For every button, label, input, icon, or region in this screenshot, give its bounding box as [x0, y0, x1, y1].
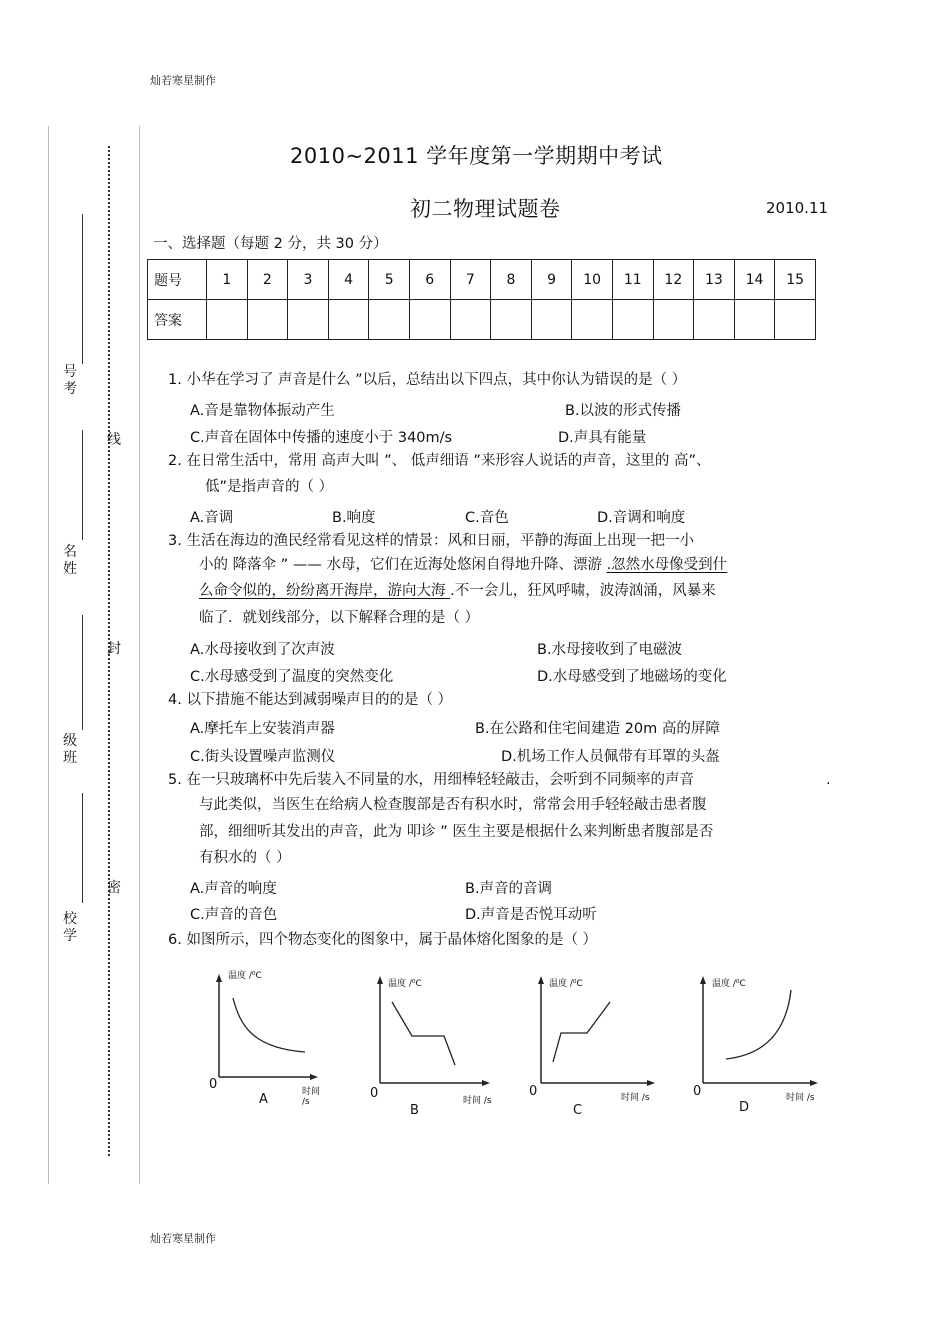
- graph-d-label: D: [739, 1100, 750, 1115]
- q2-stem-line2: 低”是指声音的（ ）: [205, 479, 334, 495]
- table-number: 15: [775, 260, 816, 300]
- answer-cell[interactable]: [409, 300, 450, 340]
- answer-cell[interactable]: [288, 300, 329, 340]
- table-number: 10: [572, 260, 613, 300]
- q4-stem: 4. 以下措施不能达到减弱噪声目的的是（ ）: [168, 692, 453, 708]
- table-answer-label: 答案: [148, 300, 207, 340]
- graph-c-origin: 0: [529, 1084, 538, 1099]
- q4-option-b: B.在公路和住宅间建造 20m 高的屏障: [475, 721, 720, 737]
- field-line-4: [82, 793, 83, 903]
- graph-a-label: A: [259, 1092, 268, 1107]
- q3-option-c: C.水母感受到了温度的突然变化: [190, 669, 394, 685]
- graph-d-origin: 0: [693, 1084, 702, 1099]
- seal-char-seal: 封: [107, 641, 121, 657]
- graph-d-ylabel: 温度 /⁰C: [712, 979, 746, 989]
- field-exam-number-label: 号考: [63, 364, 77, 397]
- q3-option-a: A.水母接收到了次声波: [190, 642, 335, 658]
- answer-cell[interactable]: [653, 300, 694, 340]
- field-class-label: 级班: [63, 733, 77, 766]
- graph-a-ylabel: 温度 /⁰C: [228, 971, 262, 981]
- q3-option-d: D.水母感受到了地磁场的变化: [537, 669, 727, 685]
- q4-option-d: D.机场工作人员佩带有耳罩的头盔: [501, 749, 720, 765]
- q3-stem-line4: 临了．就划线部分，以下解释合理的是（ ）: [199, 610, 480, 626]
- q3-option-b: B.水母接收到了电磁波: [537, 642, 683, 658]
- q2-option-d: D.音调和响度: [597, 510, 686, 526]
- table-number: 7: [450, 260, 491, 300]
- answer-cell[interactable]: [328, 300, 369, 340]
- table-number: 14: [734, 260, 775, 300]
- answer-cell[interactable]: [694, 300, 735, 340]
- answer-cell[interactable]: [491, 300, 532, 340]
- q5-stem-line1: 5. 在一只玻璃杯中先后装入不同量的水，用细棒轻轻敲击，会听到不同频率的声音: [168, 772, 694, 788]
- q5-stem-line4: 有积水的（ ）: [199, 850, 291, 866]
- graph-c-xlabel: 时间 /s: [621, 1093, 650, 1103]
- answer-cell[interactable]: [207, 300, 248, 340]
- table-number: 9: [531, 260, 572, 300]
- q5-option-b: B.声音的音调: [465, 881, 553, 897]
- q3-line3-plain: .不一会儿，狂风呼啸，波涛汹涌，风暴来: [450, 583, 716, 599]
- q3-line2-plain: 小的 降落伞 ” —— 水母，它们在近海处悠闲自得地升降、漂游: [199, 557, 607, 573]
- binding-margin: [0, 0, 145, 1319]
- answer-cell[interactable]: [247, 300, 288, 340]
- top-note: 灿若寒星制作: [150, 74, 216, 87]
- answer-cell[interactable]: [531, 300, 572, 340]
- graph-a: [200, 960, 320, 1110]
- q5-option-d: D.声音是否悦耳动听: [465, 907, 597, 923]
- q1-option-b: B.以波的形式传播: [565, 403, 682, 419]
- table-number: 6: [409, 260, 450, 300]
- answer-table: [147, 259, 816, 340]
- field-name-label: 名姓: [63, 544, 77, 577]
- q2-option-b: B.响度: [332, 510, 376, 526]
- q3-stem-line2: [199, 555, 727, 575]
- q4-option-c: C.街头设置噪声监测仪: [190, 749, 336, 765]
- q2-option-c: C.音色: [465, 510, 509, 526]
- graph-b-label: B: [410, 1103, 419, 1118]
- table-number: 1: [207, 260, 248, 300]
- q4-option-a: A.摩托车上安装消声器: [190, 721, 335, 737]
- graph-b-xlabel: 时间 /s: [463, 1096, 492, 1106]
- q5-option-a: A.声音的响度: [190, 881, 277, 897]
- graph-c: [523, 962, 658, 1122]
- table-number: 11: [612, 260, 653, 300]
- field-line-3: [82, 615, 83, 730]
- bottom-note: 灿若寒星制作: [150, 1232, 216, 1245]
- seal-char-line: 线: [107, 432, 121, 448]
- table-number: 8: [491, 260, 532, 300]
- q1-option-c: C.声音在固体中传播的速度小于 340m/s: [190, 430, 453, 446]
- q1-stem: 1. 小华在学习了 声音是什么 ”以后，总结出以下四点，其中你认为错误的是（ ）: [168, 372, 687, 388]
- exam-subtitle: 初二物理试题卷: [410, 197, 561, 221]
- table-number: 5: [369, 260, 410, 300]
- q5-option-c: C.声音的音色: [190, 907, 278, 923]
- table-number: 13: [694, 260, 735, 300]
- seal-char-secret: 密: [107, 880, 121, 896]
- graph-b-origin: 0: [370, 1086, 379, 1101]
- answer-cell[interactable]: [369, 300, 410, 340]
- answer-cell[interactable]: [734, 300, 775, 340]
- answer-cell[interactable]: [775, 300, 816, 340]
- answer-cell[interactable]: [450, 300, 491, 340]
- graph-d-xlabel: 时间 /s: [786, 1093, 815, 1103]
- graph-b: [362, 962, 492, 1122]
- field-line-1: [82, 214, 83, 364]
- q5-stem-line2: 与此类似，当医生在给病人检查腹部是否有积水时，常常会用手轻轻敲击患者腹: [199, 797, 707, 813]
- q3-stem-line1: 3. 生活在海边的渔民经常看见这样的情景：风和日丽，平静的海面上出现一把一小: [168, 533, 694, 549]
- answer-cell[interactable]: [572, 300, 613, 340]
- field-line-2: [82, 430, 83, 540]
- table-header-label: 题号: [148, 260, 207, 300]
- answer-table-number-row: [148, 260, 816, 300]
- graph-c-label: C: [573, 1103, 583, 1118]
- exam-title: 2010~2011 学年度第一学期期中考试: [290, 144, 663, 168]
- table-number: 2: [247, 260, 288, 300]
- q6-stem: 6. 如图所示，四个物态变化的图象中，属于晶体熔化图象的是（ ）: [168, 932, 598, 948]
- graph-a-origin: 0: [209, 1077, 218, 1092]
- binding-frame-right: [139, 126, 140, 1184]
- graph-b-ylabel: 温度 /⁰C: [388, 979, 422, 989]
- binding-frame-left: [48, 126, 49, 1184]
- table-number: 3: [288, 260, 329, 300]
- q2-stem-line1: 2. 在日常生活中，常用 高声大叫 ”、 低声细语 ”来形容人说话的声音，这里的 高”、: [168, 453, 711, 469]
- graph-d: [688, 962, 823, 1122]
- table-number: 12: [653, 260, 694, 300]
- q1-option-a: A.音是靠物体振动产生: [190, 403, 335, 419]
- field-school-label: 校学: [63, 911, 77, 944]
- exam-date: 2010.11: [766, 199, 829, 217]
- q2-option-a: A.音调: [190, 510, 234, 526]
- answer-table-answer-row: [148, 300, 816, 340]
- table-number: 4: [328, 260, 369, 300]
- q1-option-d: D.声具有能量: [558, 430, 647, 446]
- q3-line2-underlined: .忽然水母像受到什: [606, 557, 728, 573]
- graph-c-ylabel: 温度 /⁰C: [549, 979, 583, 989]
- q3-line3-underlined: 么命令似的，纷纷离开海岸，游向大海: [199, 583, 451, 599]
- section1-heading: 一、选择题（每题 2 分，共 30 分）: [153, 236, 388, 252]
- q5-stem-line1-end: .: [826, 772, 831, 788]
- answer-cell[interactable]: [612, 300, 653, 340]
- q5-stem-line3: 部，细细听其发出的声音，此为 叩诊 ” 医生主要是根据什么来判断患者腹部是否: [199, 824, 714, 840]
- graph-a-xlabel: 时间 /s: [302, 1087, 321, 1107]
- q3-stem-line3: [199, 581, 716, 601]
